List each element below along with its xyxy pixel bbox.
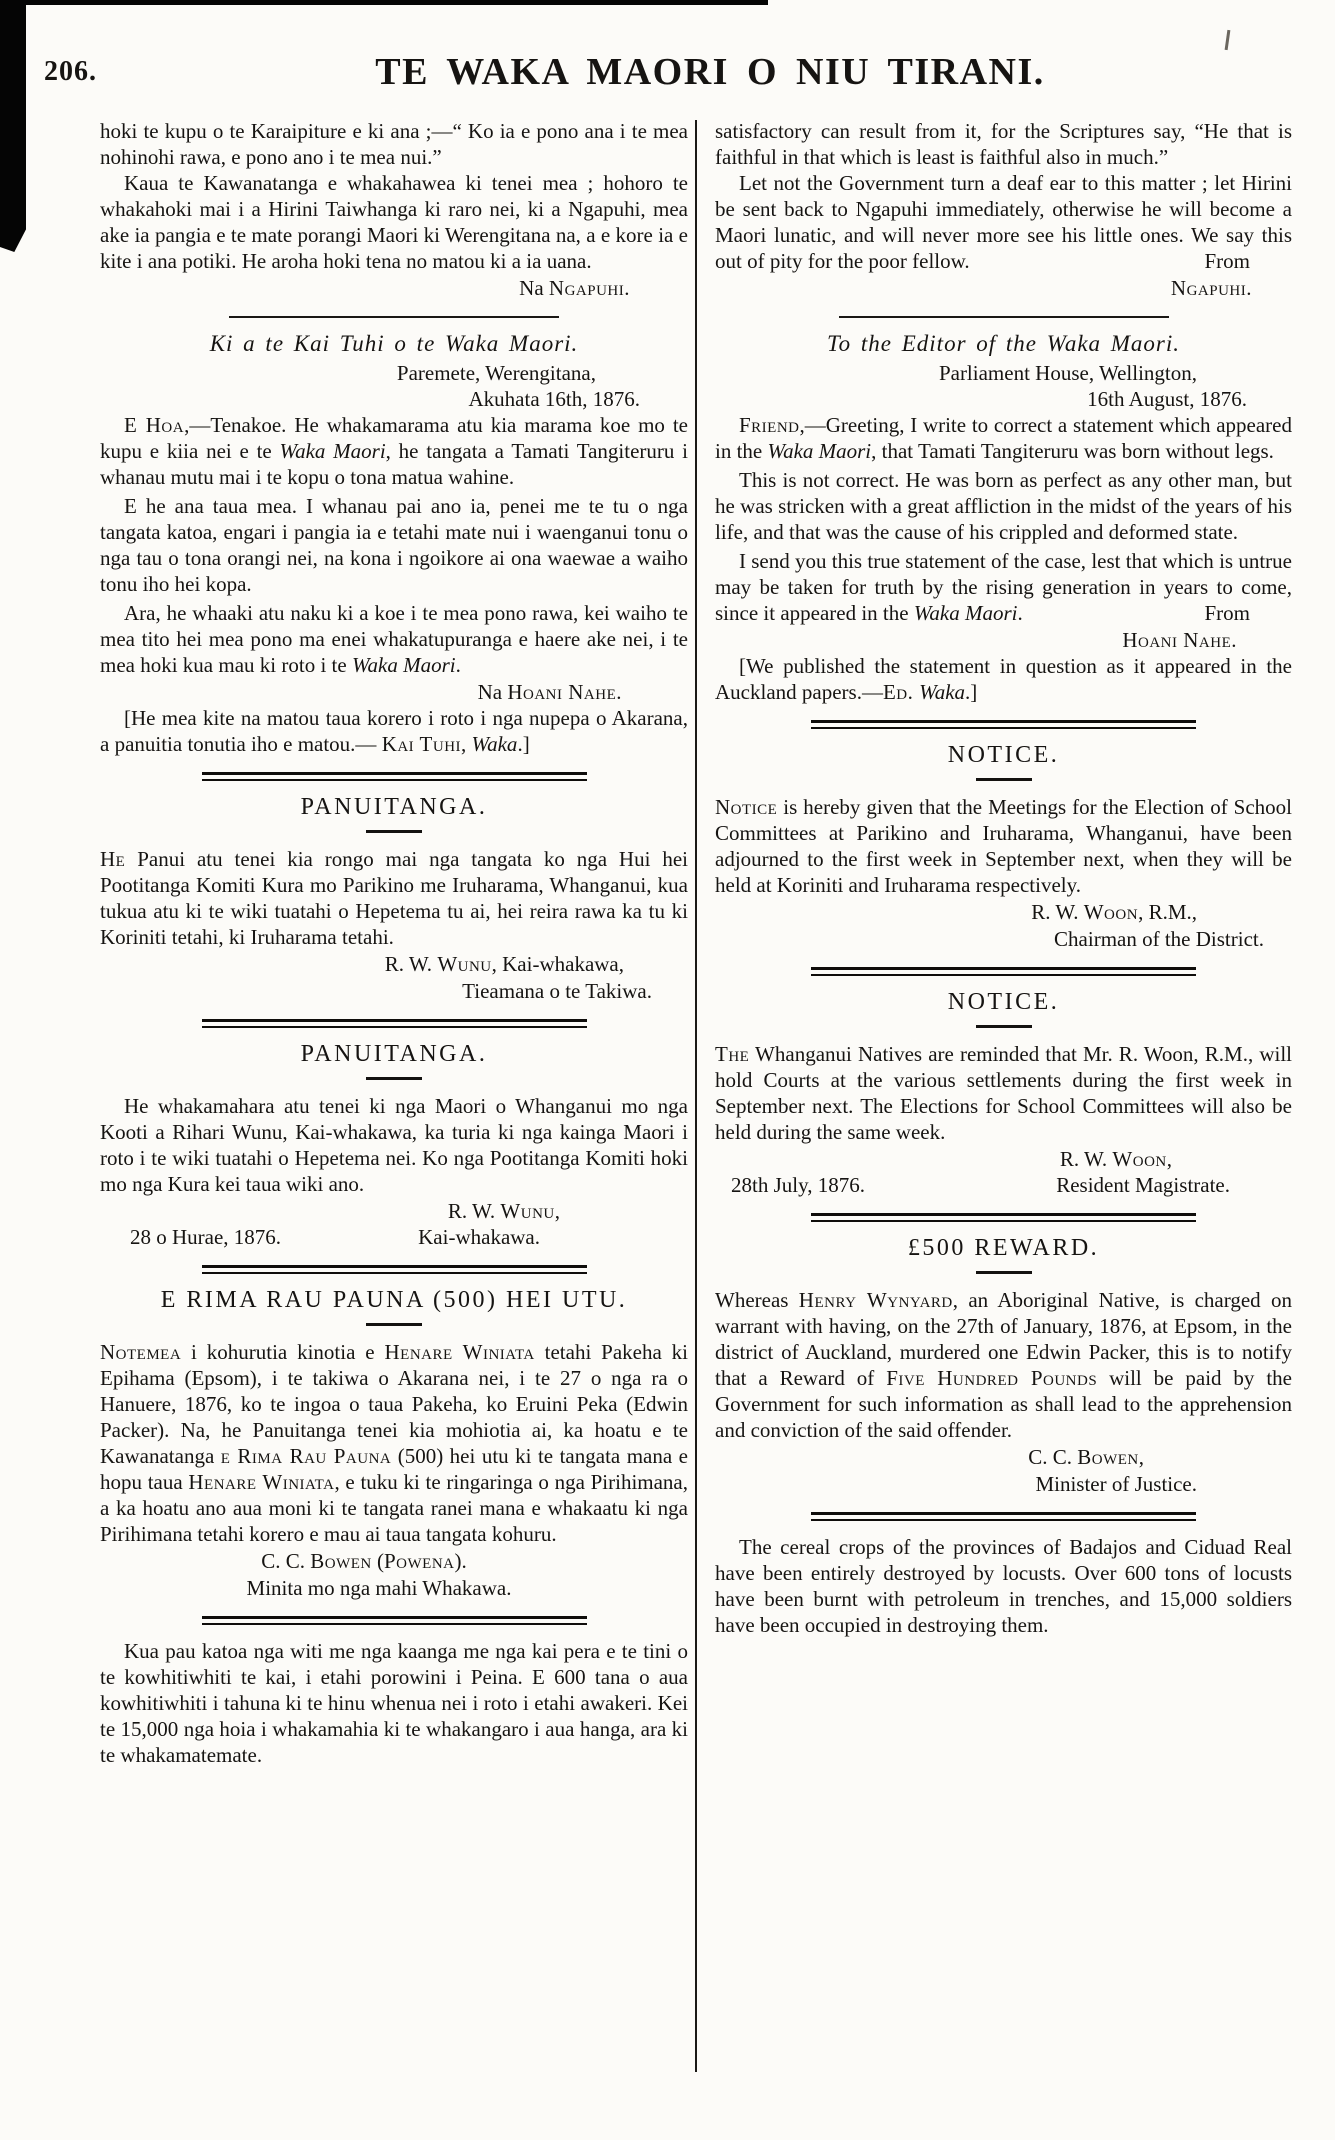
column-english — [715, 118, 1292, 1638]
english-notice-2-heading: NOTICE. — [947, 989, 1060, 1015]
maori-reward-signature-title: Minita mo nga mahi Whakawa. — [246, 1576, 512, 1600]
heading-rule — [366, 830, 422, 833]
english-reward-signature-title: Minister of Justice. — [1035, 1472, 1197, 1496]
section-double-rule — [202, 1265, 587, 1274]
english-notice-1-body: Notice is hereby given that the Meetings for the Election of School Committees at Parikino and Iruharama, Whanganui, have been adjourned to the first week in September next, when they will be held at Koriniti and Iruharama respectively. — [715, 795, 1292, 897]
section-double-rule — [202, 1616, 587, 1625]
maori-letter-paragraph-2: E he ana taua mea. I whanau pai ano ia, penei me te tu o nga tangata katoa, engari i pangia ia e tetahi mate nui i waenganui tonu o nga tau o tona orangi nei, na kona i ngoikore ai ona waewae a waiho tonu iho hei kopa. — [100, 494, 688, 596]
letter-section-rule — [839, 316, 1169, 318]
english-hoani-nahe-signature: Hoani Nahe. — [1122, 628, 1237, 652]
heading-rule — [976, 1025, 1032, 1028]
maori-notice-1-signature: R. W. Wunu, Kai-whakawa, — [384, 952, 624, 976]
english-ngapuhi-signature: Ngapuhi. — [1170, 276, 1252, 300]
maori-appeal-paragraph: Kaua te Kawanatanga e whakahawea ki tenei mea ; hohoro te whakahoki mai i a Hirini Taiwhanga ki raro nei, ki a Ngapuhi, mea ake ia pangia e te mate porangi Maori ki Werengitana na, a e kore ia e kite i ana potiki. He aroha hoki tena no matou ki a ia uana. — [100, 171, 688, 273]
maori-notice-2-signature-title: Kai-whakawa. — [418, 1225, 540, 1249]
english-notice-2-signature-title: Resident Magistrate. — [1056, 1173, 1230, 1197]
maori-ngapuhi-signature: Na Ngapuhi. — [519, 276, 630, 300]
english-notice-2-signature: R. W. Woon, — [1059, 1147, 1172, 1171]
maori-notice-2-date: 28 o Hurae, 1876. — [130, 1225, 282, 1249]
english-letter-paragraph-2: This is not correct. He was born as perfect as any other man, but he was stricken with a great affliction in the midst of the years of his life, and that was the cause of his crippled and deformed state. — [715, 468, 1292, 544]
column-maori — [100, 118, 688, 1768]
section-double-rule — [202, 772, 587, 781]
column-divider-rule — [695, 120, 697, 2072]
heading-rule — [366, 1077, 422, 1080]
maori-hoani-nahe-signature: Na Hoani Nahe. — [477, 680, 622, 704]
english-appeal-paragraph: Let not the Government turn a deaf ear to this matter ; let Hirini be sent back to Ngapuhi immediately, otherwise he will become a Maori lunatic, and will never more see his little ones. We say this out of pity for the poor fellow. From — [715, 171, 1292, 273]
maori-notice-2-body: He whakamahara atu tenei ki nga Maori o Whanganui mo nga Kooti a Rihari Wunu, Kai-whakawa, ka turia ki nga kainga Maori i roto i te wiki tuatahi o Hepetema nei. Ko nga Pootitanga Komiti hoki mo nga Kura kei taua wiki ano. — [100, 1094, 688, 1196]
heading-rule — [976, 778, 1032, 781]
english-letter-paragraph-3: I send you this true statement of the case, lest that which is untrue may be taken for truth by the rising generation in years to come, since it appeared in the Waka Maori. From — [715, 549, 1292, 625]
english-reward-signature: C. C. Bowen, — [1028, 1445, 1144, 1469]
english-dateline-place: Parliament House, Wellington, — [938, 361, 1197, 385]
english-editor-note: [We published the statement in question as it appeared in the Auckland papers.—Ed. Waka.] — [715, 654, 1292, 704]
heading-rule — [366, 1323, 422, 1326]
masthead — [0, 0, 1335, 100]
page-body — [0, 100, 1335, 1768]
maori-reward-heading: E RIMA RAU PAUNA (500) HEI UTU. — [160, 1287, 628, 1313]
english-notice-2-date-row — [715, 1172, 1292, 1198]
maori-dateline-place: Paremete, Werengitana, — [396, 361, 596, 385]
maori-notice-2-heading: PANUITANGA. — [300, 1041, 488, 1067]
letter-section-rule — [229, 316, 559, 318]
english-notice-2-body: The Whanganui Natives are reminded that Mr. R. Woon, R.M., will hold Courts at the various settlements during the first week in September next. The Elections for School Committees will also be held during the same week. — [715, 1042, 1292, 1144]
maori-notice-2-date-row — [100, 1224, 688, 1250]
maori-notice-1-heading: PANUITANGA. — [300, 794, 488, 820]
english-notice-1-heading: NOTICE. — [947, 742, 1060, 768]
maori-editor-note: [He mea kite na matou taua korero i roto i nga nupepa o Akarana, a panuitia tonutia iho e matou.— Kai Tuhi, Waka.] — [100, 706, 688, 756]
english-notice-1-signature-title: Chairman of the District. — [1054, 927, 1264, 951]
maori-news-item-paragraph: Kua pau katoa nga witi me nga kaanga me nga kai pera e te tini o te kowhitiwhiti te kai, i etahi porowini i Peina. E 600 tana o aua kowhitiwhiti i tahuna ki te hinu whenua nei i roto i etahi awakeri. Kei te 15,000 nga hoia i whakamahia ki te whakangaro i aua hanga, ara ki te whakamatemate. — [100, 1639, 688, 1767]
maori-reward-signature: C. C. Bowen (Powena). — [261, 1549, 467, 1573]
section-double-rule — [811, 1213, 1196, 1222]
newspaper-title: TE WAKA MAORI O NIU TIRANI. — [375, 51, 1045, 93]
maori-notice-2-signature: R. W. Wunu, — [447, 1199, 560, 1223]
english-notice-2-date: 28th July, 1876. — [731, 1173, 865, 1197]
maori-scripture-continuation-paragraph: hoki te kupu o te Karaipiture e ki ana ;—“ Ko ia e pono ana i te mea nohinohi rawa, e pono ano i te mea nui.” — [100, 119, 688, 169]
section-double-rule — [811, 967, 1196, 976]
section-double-rule — [811, 720, 1196, 729]
english-notice-1-signature: R. W. Woon, R.M., — [1031, 900, 1197, 924]
english-reward-body: Whereas Henry Wynyard, an Aboriginal Native, is charged on warrant with having, on the 27th of January, 1876, at Epsom, in the district of Auckland, murdered one Edwin Packer, this is to notify that a Reward of Five Hundred Pounds will be paid by the Government for such information as shall lead to the apprehension and conviction of the said offender. — [715, 1288, 1292, 1442]
page-number: 206. — [44, 56, 97, 87]
maori-letter-paragraph-3: Ara, he whaaki atu naku ki a koe i te mea pono rawa, kei waiho te mea tito hei mea pono ma enei whakatupuranga e haere ake nei, i te mea hoki kua mau ki roto i te Waka Maori. — [100, 601, 688, 677]
maori-notice-1-signature-title: Tieamana o te Takiwa. — [462, 979, 652, 1003]
english-scripture-continuation-paragraph: satisfactory can result from it, for the Scriptures say, “He that is faithful in that which is least is faithful also in much.” — [715, 119, 1292, 169]
english-reward-heading: £500 REWARD. — [907, 1235, 1100, 1261]
english-letter-to-editor-heading: To the Editor of the Waka Maori. — [826, 331, 1181, 356]
section-double-rule — [202, 1019, 587, 1028]
maori-notice-1-body: He Panui atu tenei kia rongo mai nga tangata ko nga Hui hei Pootitanga Komiti Kura mo Parikino me Iruharama, Whanganui, kua tukua atu ki te wiki tuatahi o Hepetema tu ai, hei reira rawa ka tu ki Koriniti tetahi, ki Iruharama tetahi. — [100, 847, 688, 949]
maori-dateline-date: Akuhata 16th, 1876. — [468, 387, 640, 411]
english-news-item-paragraph: The cereal crops of the provinces of Badajos and Ciduad Real have been entirely destroyed by locusts. Over 600 tons of locusts have been burnt with petroleum in trenches, and 15,000 soldiers have been occupied in destroying them. — [715, 1535, 1292, 1637]
maori-letter-paragraph-1: E Hoa,—Tenakoe. He whakamarama atu kia marama koe mo te kupu e kiia nei e te Waka Maori, he tangata a Tamati Tangiteruru i whanau mutu mai i te kopu o tona matua wahine. — [100, 413, 689, 489]
english-letter-paragraph-1: Friend,—Greeting, I write to correct a statement which appeared in the Waka Maori, that Tamati Tangiteruru was born without legs. — [715, 413, 1292, 463]
heading-rule — [976, 1271, 1032, 1274]
section-double-rule — [811, 1512, 1196, 1521]
maori-reward-body: Notemea i kohurutia kinotia e Henare Winiata tetahi Pakeha ki Epihama (Epsom), i te takiwa o Akarana nei, i te 27 o nga ra o Hanuere, 1876, ko te ingoa o taua Pakeha, ko Eruini Peka (Edwin Packer). Na, he Panuitanga tenei kia mohiotia ai, ka hoatu e te Kawanatanga e Rima Rau Pauna (500) hei utu ki te tangata mana e hopu taua Henare Winiata, e tuku ki te ringaringa o nga Pirihimana, a ka hoatu ano aua moni ki te tangata ranei mana e whakaatu ki nga Pirihimana tetahi korero e mau ai taua tangata kohuru. — [100, 1340, 689, 1546]
english-dateline-date: 16th August, 1876. — [1087, 387, 1247, 411]
maori-letter-to-editor-heading: Ki a te Kai Tuhi o te Waka Maori. — [209, 331, 579, 356]
